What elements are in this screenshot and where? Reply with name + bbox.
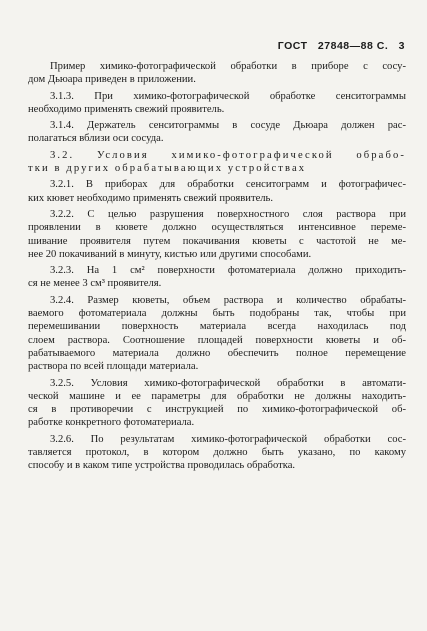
text-line: 3.2.4. Размер кюветы, объем раствора и количество обрабаты-: [50, 294, 406, 306]
text-line: ваемого фотоматериала должны быть подобраны так, чтобы при: [28, 308, 406, 320]
text-line: шивание проявителя путем покачивания кюветы с частотой не ме-: [28, 235, 406, 247]
header-gost: ГОСТ: [277, 40, 308, 52]
section-heading: [28, 149, 406, 176]
text-line: необходимо применять свежий проявитель.: [28, 103, 225, 115]
paragraph: [28, 294, 406, 374]
text-line: Пример химико-фотографической обработки в приборе с сосу-: [50, 61, 406, 72]
text-line: 3.2.3. На 1 см² поверхности фотоматериала должно приходить-: [50, 265, 406, 277]
document-body: [28, 60, 406, 476]
text-line: 3.2.5. Условия химико-фотографической обработки в автомати-: [50, 377, 406, 389]
paragraph: [28, 433, 406, 473]
text-line: 3.2.2. С целью разрушения поверхностного слоя раствора при: [50, 208, 406, 220]
text-line: ся в противоречии с инструкцией по химико-фотографической об-: [28, 404, 406, 416]
text-line: 3.2.6. По результатам химико-фотографической обработки сос-: [50, 433, 406, 445]
paragraph: [28, 377, 406, 430]
text-line: работке конкретного фотоматериала.: [28, 417, 195, 429]
header-page-label: С.: [376, 40, 389, 52]
text-line: нее 20 покачиваний в минуту, кистью или другими способами.: [28, 248, 312, 260]
text-line: ческой машине и ее параметры для обработки не должны находить-: [28, 390, 406, 402]
text-line: проявлении в кювете должно осуществляться интенсивное переме-: [28, 222, 406, 234]
paragraph: [28, 119, 406, 146]
text-line: тавляется протокол, в котором должно быть указано, по какому: [28, 447, 406, 459]
text-line: слоем раствора. Соотношение площадей поверхности кюветы и об-: [28, 334, 406, 346]
text-line: полагаться вблизи оси сосуда.: [28, 133, 164, 145]
text-line: 3.1.4. Держатель сенситограммы в сосуде Дьюара должен рас-: [50, 120, 406, 132]
text-line: тки в других обрабатывающих устройствах: [28, 163, 307, 175]
text-line: 3.2.1. В приборах для обработки сенситограмм и фотографичес-: [50, 179, 406, 191]
text-line: 3.1.3. При химико-фотографической обработке сенситограммы: [50, 90, 406, 102]
paragraph: [28, 264, 406, 291]
header-number: 27848—88: [317, 40, 374, 52]
header-page-number: 3: [398, 40, 405, 52]
text-line: дом Дьюара приведен в приложении.: [28, 74, 196, 86]
paragraph: [28, 208, 406, 261]
text-line: рабатываемого материала должно обеспечить полное перемещение: [28, 347, 406, 359]
text-line: перемешивании поверхность материала всегда находилась под: [28, 321, 406, 333]
text-line: ких кювет необходимо применять свежий проявитель.: [28, 192, 274, 204]
text-line: раствора по всей площади материала.: [28, 361, 199, 373]
text-line: способу и в каком типе устройства проводилась обработка.: [28, 460, 296, 472]
paragraph: [28, 90, 406, 117]
text-line: 3.2. Условия химико-фотографической обрабо-: [50, 149, 406, 161]
text-line: ся не менее 3 см³ проявителя.: [28, 278, 162, 290]
page-header: [278, 40, 405, 52]
paragraph: [28, 60, 406, 87]
paragraph: [28, 178, 406, 205]
